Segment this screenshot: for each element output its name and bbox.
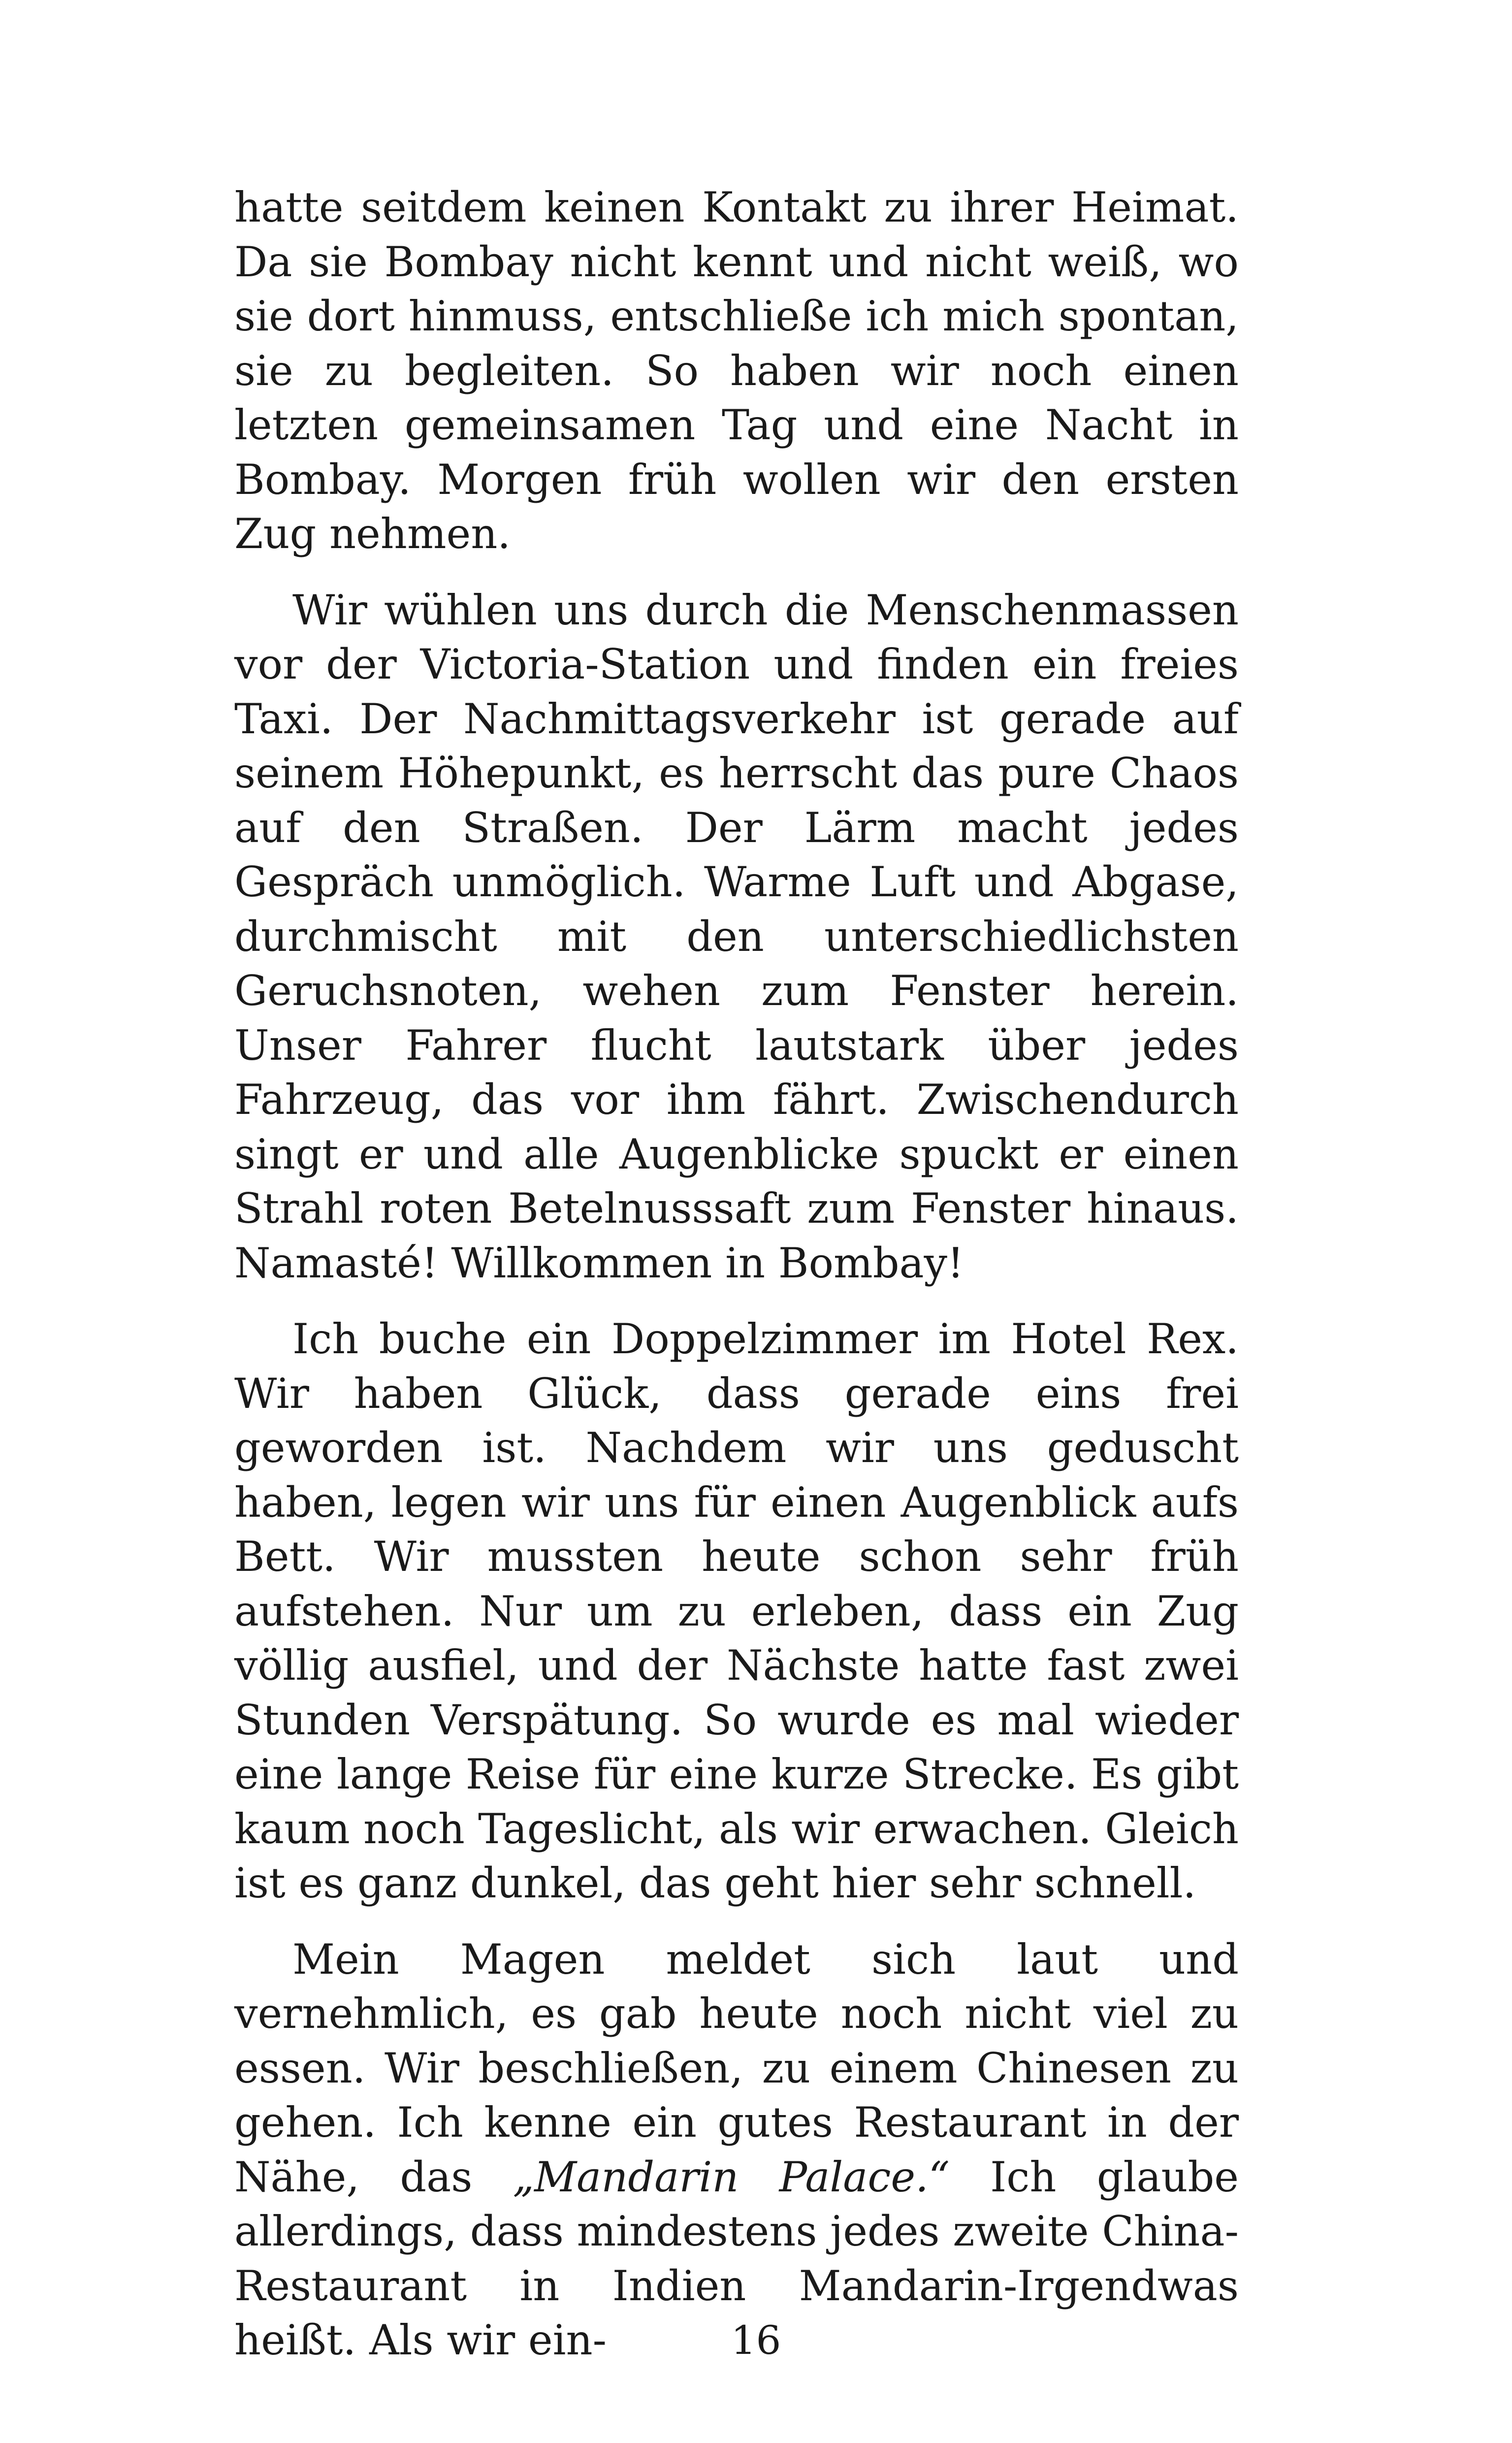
page-number: 16 bbox=[731, 2317, 781, 2363]
paragraph-4-text-before: Mein Magen meldet sich laut und vernehmlich, es gab heute noch nicht viel zu essen. Wir beschließen, zu einem Chinesen zu gehen. Ich kenne ein gutes Restaurant in der Nähe, das bbox=[234, 1935, 1239, 2201]
paragraph-3: Ich buche ein Doppelzimmer im Hotel Rex. Wir haben Glück, dass gerade eins frei geworden ist. Nachdem wir uns geduscht haben, legen wir uns für einen Augenblick aufs Bett. Wir mussten heute schon sehr früh aufstehen. Nur um zu erleben, dass ein Zug völlig ausfiel, und der Nächste hatte fast zwei Stunden Verspätung. So wurde es mal wieder eine lange Reise für eine kurze Strecke. Es gibt kaum noch Tageslicht, als wir erwachen. Gleich ist es ganz dunkel, das geht hier sehr schnell. bbox=[234, 1315, 1239, 1907]
paragraph-4 bbox=[234, 1932, 1239, 2368]
body-text bbox=[234, 180, 1239, 2368]
paragraph-2: Wir wühlen uns durch die Menschenmassen vor der Victoria-Station und finden ein freies Taxi. Der Nachmittagsverkehr ist gerade auf seinem Höhepunkt, es herrscht das pure Chaos auf den Straßen. Der Lärm macht jedes Gespräch unmöglich. Warme Luft und Abgase, durchmischt mit den unterschiedlichsten Geruchsnoten, wehen zum Fenster herein. Unser Fahrer flucht lautstark über jedes Fahrzeug, das vor ihm fährt. Zwischendurch singt er und alle Augenblicke spuckt er einen Strahl roten Betelnusssaft zum Fenster hinaus. Namasté! Willkommen in Bombay! bbox=[234, 586, 1239, 1287]
paragraph-4-text-after: Ich glaube allerdings, dass mindestens jedes zweite China-Restaurant in Indien Mandarin-Irgendwas heißt. Als wir ein- bbox=[234, 2152, 1239, 2364]
restaurant-name: „Mandarin Palace.“ bbox=[513, 2152, 950, 2201]
paragraph-1: hatte seitdem keinen Kontakt zu ihrer Heimat. Da sie Bombay nicht kennt und nicht weiß, wo sie dort hinmuss, entschließe ich mich spontan, sie zu begleiten. So haben wir noch einen letzten gemeinsamen Tag und eine Nacht in Bombay. Morgen früh wollen wir den ersten Zug nehmen. bbox=[234, 183, 1239, 558]
